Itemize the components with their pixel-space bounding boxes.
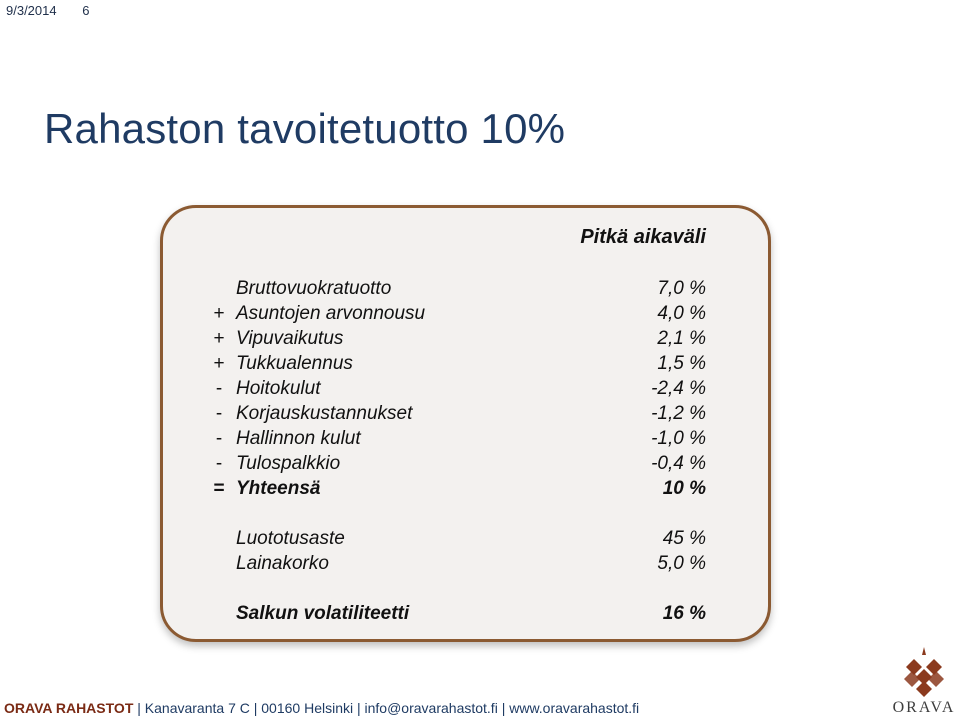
row-operator: - [215, 428, 223, 449]
slide-title: Rahaston tavoitetuotto 10% [44, 105, 566, 152]
row-label: Tukkualennus [236, 353, 353, 374]
table-row [163, 353, 768, 378]
row-value: 16 % [662, 603, 706, 624]
row-label: Korjauskustannukset [236, 403, 413, 424]
column-header: Pitkä aikaväli [580, 226, 706, 248]
table-row [163, 403, 768, 428]
row-label: Hoitokulut [236, 378, 321, 399]
table-row [163, 328, 768, 353]
row-label: Asuntojen arvonnousu [236, 303, 426, 324]
table-row-total [163, 478, 768, 503]
returns-table-card [160, 205, 771, 642]
table-row [163, 553, 768, 578]
row-label: Salkun volatiliteetti [236, 603, 410, 624]
table-row [163, 303, 768, 328]
row-value: 2,1 % [657, 328, 706, 349]
row-label: Hallinnon kulut [236, 428, 361, 449]
table-row [163, 453, 768, 478]
acorn-logo-icon [888, 645, 960, 699]
row-label: Luototusaste [236, 528, 345, 549]
row-operator: + [213, 328, 225, 349]
row-operator: = [213, 478, 225, 499]
slide-header [6, 3, 111, 18]
footer-brand: ORAVA RAHASTOT [4, 700, 134, 716]
logo-text: ORAVA [892, 699, 956, 716]
row-operator: + [213, 353, 225, 374]
table-row [163, 428, 768, 453]
row-value: 5,0 % [657, 553, 706, 574]
row-value: 1,5 % [657, 353, 706, 374]
table-row-volatility [163, 603, 768, 628]
table-row [163, 278, 768, 303]
table-row [163, 378, 768, 403]
row-operator: - [215, 378, 223, 399]
table-row [163, 528, 768, 553]
row-value: 45 % [662, 528, 706, 549]
row-label: Vipuvaikutus [236, 328, 344, 349]
slide-date: 9/3/2014 [6, 3, 57, 18]
row-value: -1,0 % [651, 428, 706, 449]
row-operator: + [213, 303, 225, 324]
row-operator: - [215, 403, 223, 424]
row-value: 7,0 % [657, 278, 706, 299]
row-value: -0,4 % [651, 453, 706, 474]
slide-page-number: 6 [82, 3, 90, 18]
row-label: Yhteensä [236, 478, 321, 499]
row-value: -2,4 % [651, 378, 706, 399]
footer-contact: | Kanavaranta 7 C | 00160 Helsinki | info@oravarahastot.fi | www.oravarahastot.fi [133, 700, 640, 716]
row-value: 10 % [662, 478, 706, 499]
row-value: -1,2 % [651, 403, 706, 424]
row-label: Lainakorko [236, 553, 329, 574]
row-label: Bruttovuokratuotto [236, 278, 392, 299]
slide-footer [4, 700, 639, 716]
orava-logo [888, 645, 960, 719]
row-label: Tulospalkkio [236, 453, 341, 474]
row-value: 4,0 % [657, 303, 706, 324]
row-operator: - [215, 453, 223, 474]
